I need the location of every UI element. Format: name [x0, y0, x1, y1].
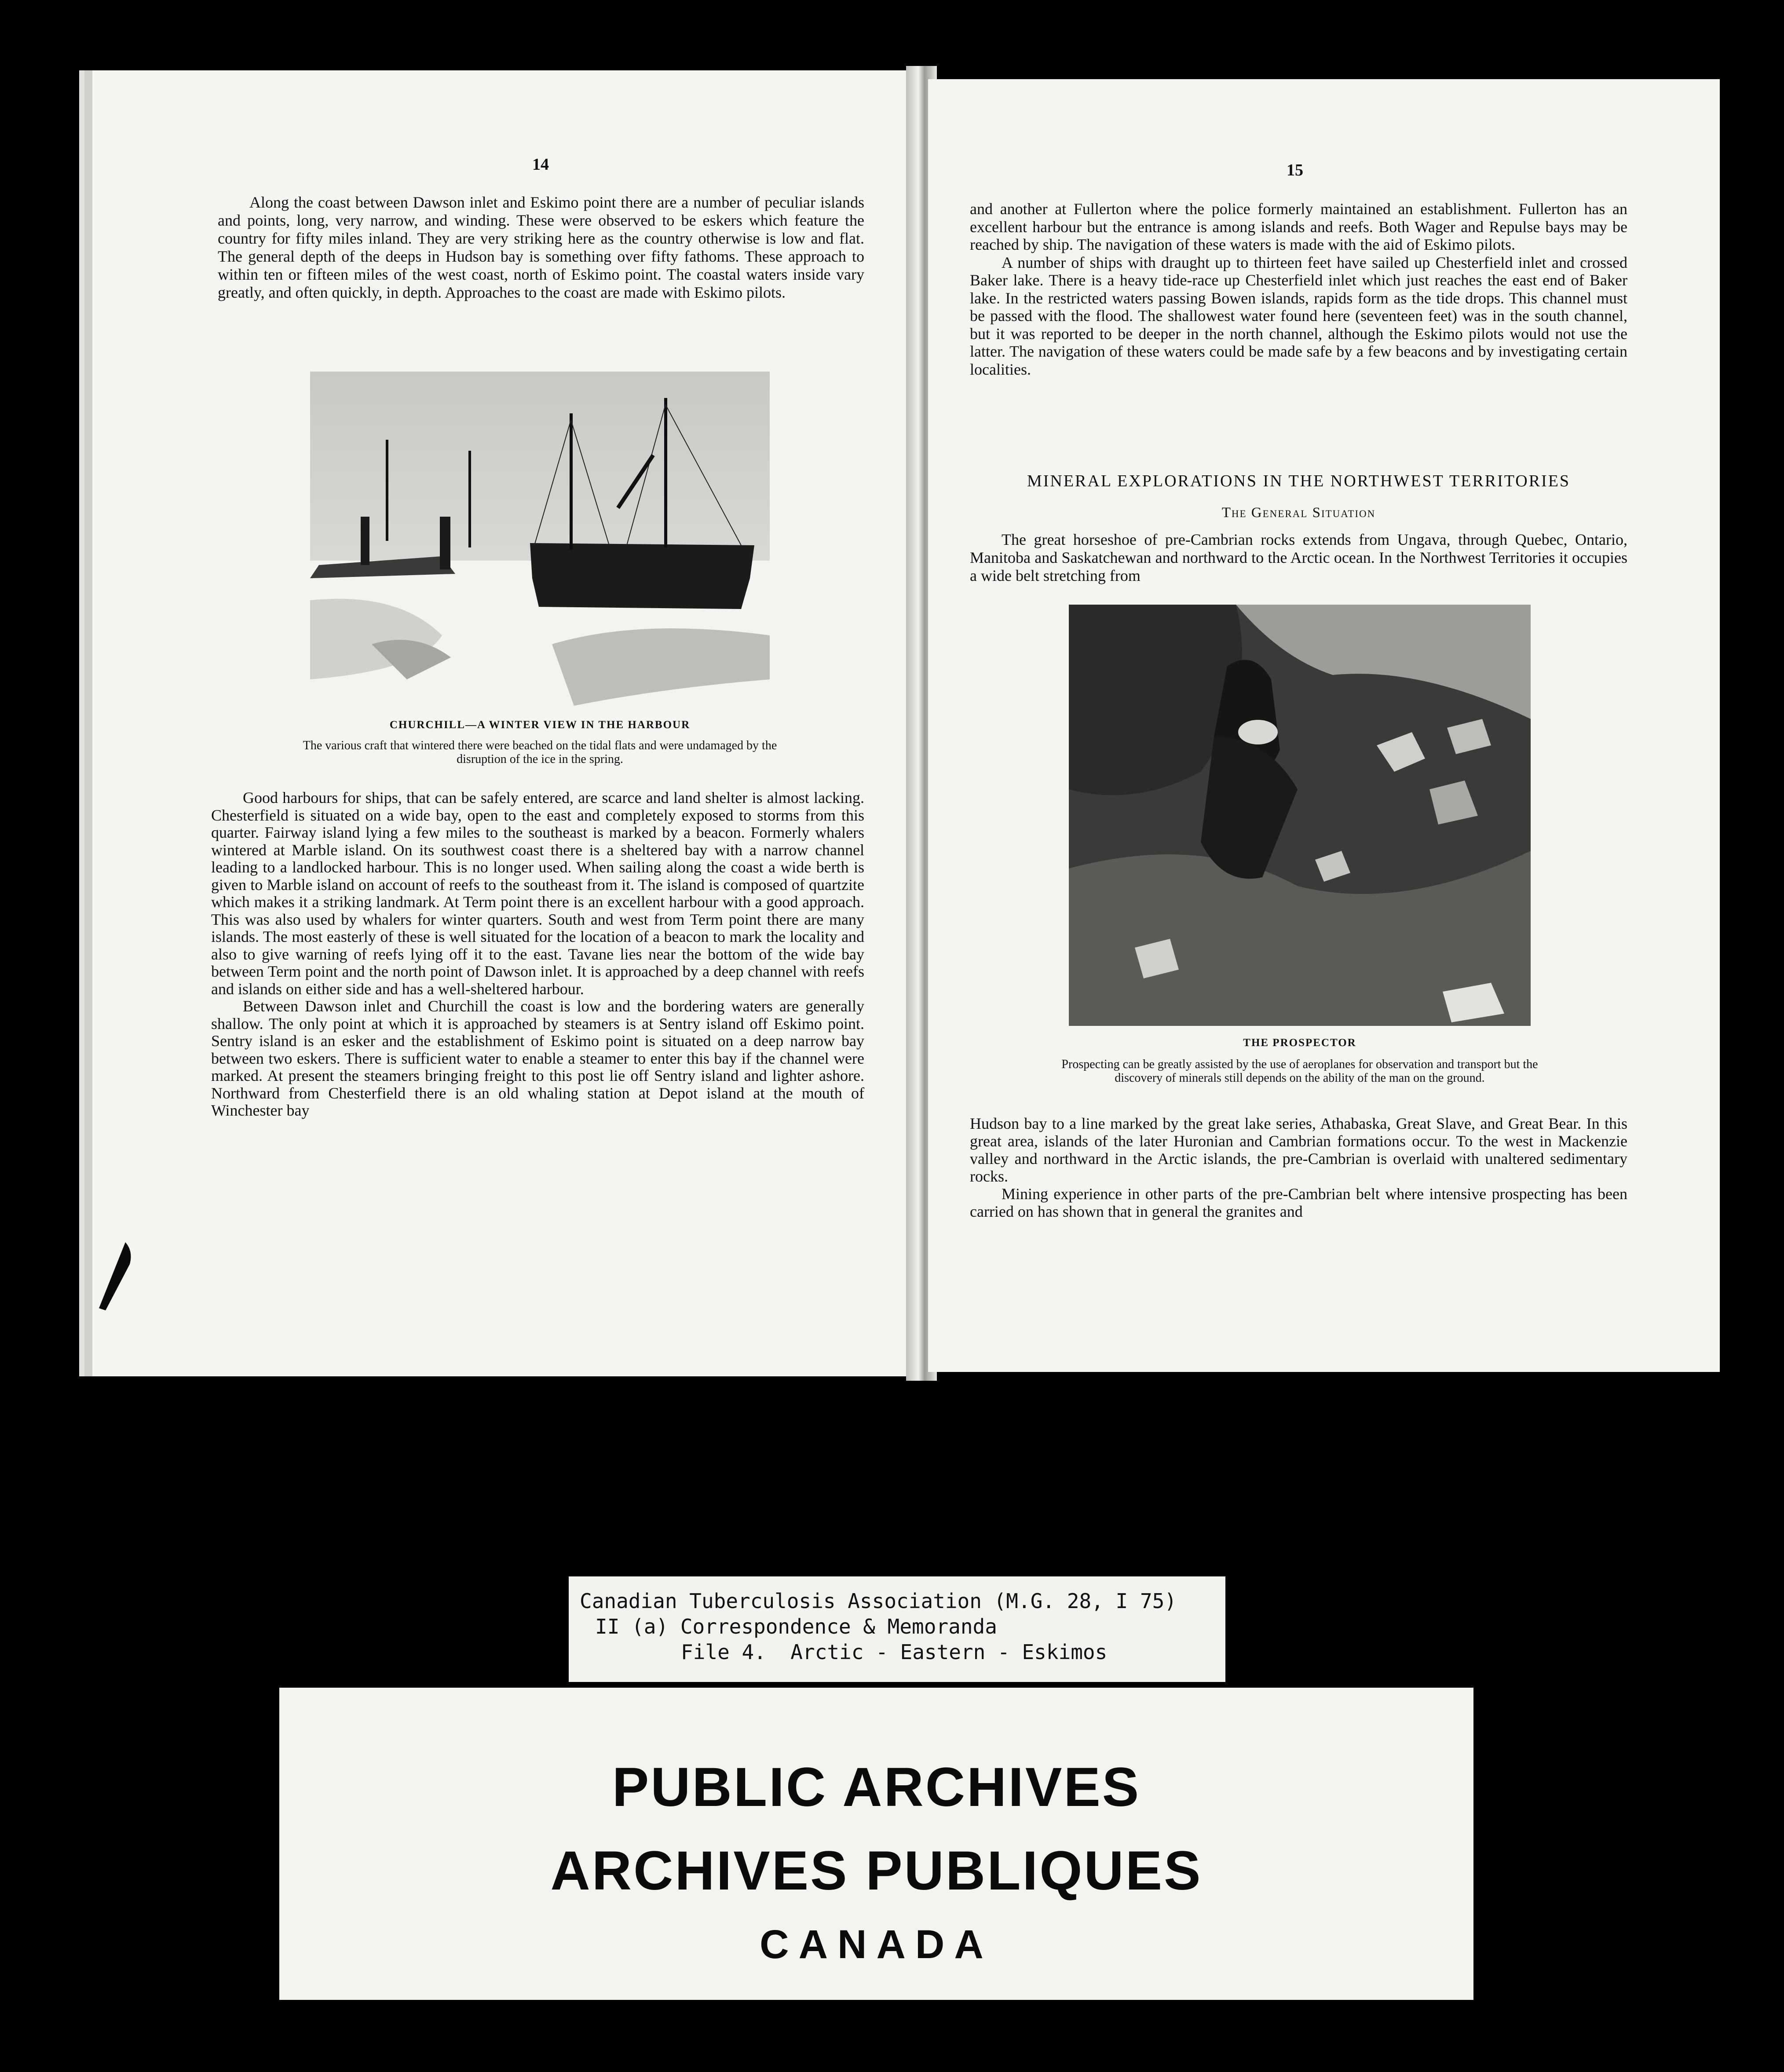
stamp-line-3: CANADA [760, 1922, 993, 1967]
churchill-photo-caption-title: CHURCHILL—A WINTER VIEW IN THE HARBOUR [389, 719, 691, 731]
right-paragraph-2: A number of ships with draught up to thirteen feet have sailed up Chesterfield inlet and crossed Baker lake. There is a heavy tide-race up Chesterfield inlet which just reaches the east end of Baker lake. In the restricted waters passing Bowen islands, rapids form as the tide drops. This channel must be passed with the flood. The shallowest water found here (seventeen feet) was in the south channel, but it was reported to be deeper in the north channel, although the Eskimo pilots would not use the latter. The navigation of these waters could be made safe by a few beacons and by investigating certain localities. [970, 253, 1627, 378]
right-paragraph-1: and another at Fullerton where the police formerly maintained an establishment. Fullerton has an excellent harbour but the entrance is among islands and reefs. Both Wager and Repulse bays may be reached by ship. The navigation of these waters is made with the aid of Eskimo pilots. [970, 200, 1627, 253]
churchill-harbour-photo [310, 372, 770, 708]
prospector-photo [1069, 605, 1531, 1026]
pen-tip-shadow [95, 1238, 134, 1310]
right-paragraphs-1-2 [970, 200, 1627, 378]
stamp-line-1: PUBLIC ARCHIVES [612, 1757, 1141, 1818]
prospector-photo-caption-title: THE PROSPECTOR [1243, 1037, 1356, 1049]
section-title: MINERAL EXPLORATIONS IN THE NORTHWEST TERRITORIES [1027, 472, 1571, 490]
left-paragraphs-2-3 [211, 789, 864, 1120]
right-page-number: 15 [1287, 161, 1303, 179]
archive-label-line-3: File 4. Arctic - Eastern - Eskimos [681, 1640, 1108, 1664]
left-paragraph-3: Between Dawson inlet and Churchill the coast is low and the bordering waters are generally shallow. The only point at which it is approached by steamers is at Sentry island off Eskimo point. Sentry island is an esker and the establishment of Eskimo point is situated on a deep narrow bay between two eskers. There is sufficient water to enable a steamer to enter this bay if the channel were marked. At present the steamers bringing freight to this post lie off Sentry island and lighter ashore. Northward from Chesterfield there is an old whaling station at Depot island at the mouth of Winchester bay [211, 997, 864, 1119]
right-paragraph-4: Hudson bay to a line marked by the great lake series, Athabaska, Great Slave, and Great Bear. In this great area, islands of the later Huronian and Cambrian formations occur. To the west in Mackenzie valley and northward in the Arctic islands, the pre-Cambrian is overlaid with unaltered sedimentary rocks. [970, 1115, 1627, 1185]
prospector-photo-caption-text: Prospecting can be greatly assisted by the use of aeroplanes for observation and transport but the discovery of minerals still depends on the ability of the man on the ground. [1061, 1058, 1538, 1085]
left-paragraph-2: Good harbours for ships, that can be safely entered, are scarce and land shelter is almost lacking. Chesterfield is situated on a wide bay, open to the east and completely exposed to storms from this quarter. Fairway island lying a few miles to the southeast is marked by a beacon. Formerly whalers wintered at Marble island. On its southwest coast there is a sheltered bay with a narrow channel leading to a landlocked harbour. This is no longer used. When sailing along the coast a wide berth is given to Marble island on account of reefs to the southeast from it. The island is composed of quartzite which makes it a striking landmark. At Term point there is an excellent harbour with a good approach. This was also used by whalers for winter quarters. South and west from Term point there are many islands. The most easterly of these is well situated for the location of a beacon to mark the locality and also to give warning of reefs lying off it to the east. Tavane lies near the bottom of the wide bay between Term point and the north point of Dawson inlet. It is approached by a deep channel with reefs and islands on either side and has a well-sheltered harbour. [211, 789, 864, 998]
right-paragraphs-4-5 [970, 1115, 1627, 1220]
stamp-line-2: ARCHIVES PUBLIQUES [550, 1840, 1203, 1901]
subsection-title: The General Situation [1221, 505, 1376, 521]
left-page-number: 14 [532, 155, 549, 174]
public-archives-stamp [279, 1688, 1473, 2000]
right-paragraph-5: Mining experience in other parts of the pre-Cambrian belt where intensive prospecting has been carried on has shown that in general the granites and [970, 1185, 1627, 1220]
archive-label-line-1: Canadian Tuberculosis Association (M.G. 28, I 75) [580, 1589, 1177, 1613]
churchill-photo-caption-text: The various craft that wintered there were beached on the tidal flats and were undamaged by the disruption of the ice in the spring. [303, 739, 777, 766]
archive-reference-label [569, 1576, 1225, 1682]
right-paragraph-3: The great horseshoe of pre-Cambrian rocks extends from Ungava, through Quebec, Ontario, Manitoba and Saskatchewan and northward to the Arctic ocean. In the Northwest Territories it occupies a wide belt stretching from [970, 531, 1627, 584]
archive-label-line-2: II (a) Correspondence & Memoranda [595, 1615, 997, 1638]
left-paragraph-1: Along the coast between Dawson inlet and Eskimo point there are a number of peculiar islands and points, long, very narrow, and winding. These were observed to be eskers which feature the country for fifty miles inland. They are very striking here as the country otherwise is low and flat. The general depth of the deeps in Hudson bay is something over fifty fathoms. These approach to within ten or fifteen miles of the west coast, north of Eskimo point. The coastal waters inside vary greatly, and often quickly, in depth. Approaches to the coast are made with Eskimo pilots. [218, 193, 864, 301]
